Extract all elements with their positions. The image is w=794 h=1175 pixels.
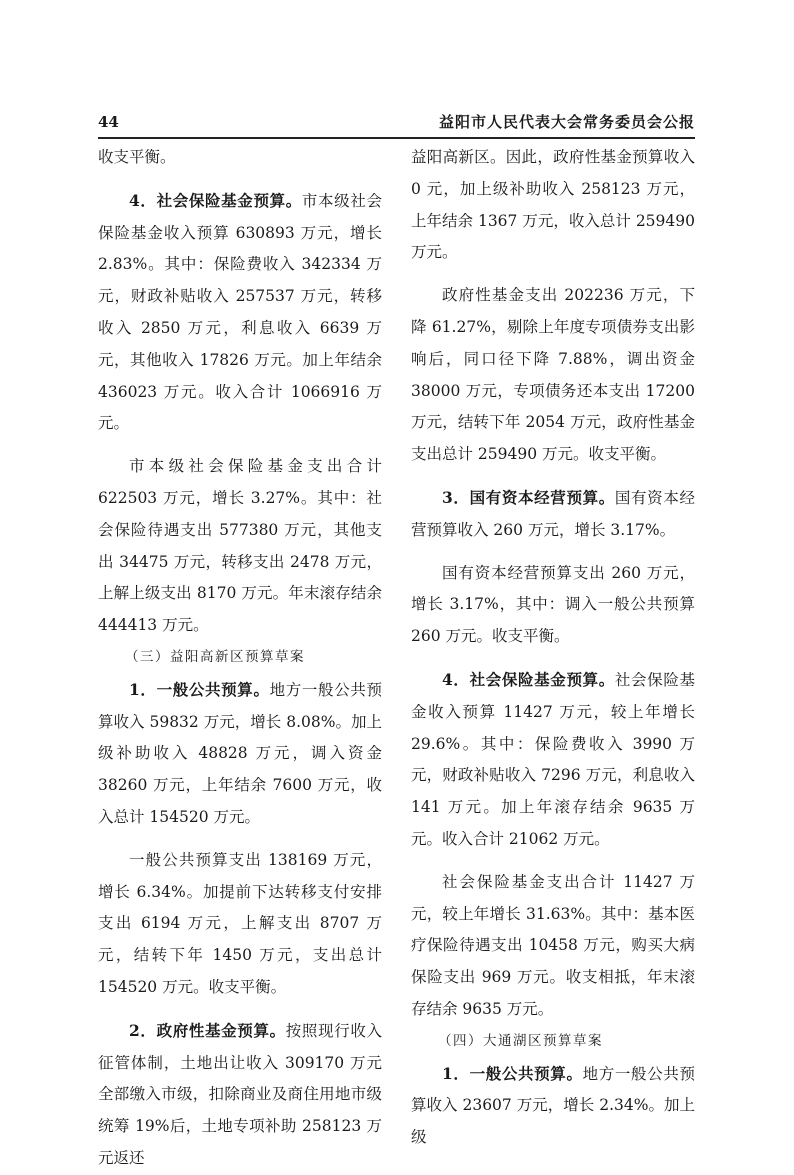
- header-rule: [98, 137, 695, 139]
- section-heading: 2．政府性基金预算。: [129, 1020, 286, 1040]
- paragraph-text: 国有资本经营预算收入 260 万元，增长 3.17%。: [411, 488, 695, 539]
- paragraph-text: 市本级社会保险基金收入预算 630893 万元，增长 2.83%。其中：保险费收入 342334 万元，财政补贴收入 257537 万元，转移收入 2850 万元，利息收入 6639 万元，其他收入 17826 万元。加上年结余 436023 万元。收入合计 1066916 万元。: [98, 191, 382, 433]
- paragraph-state-capital: [411, 482, 695, 547]
- section-heading: 1．一般公共预算。: [442, 1063, 583, 1083]
- paragraph-text: 按照现行收入征管体制，土地出让收入 309170 万元全部缴入市级，扣除商业及商住用地市级统筹 19%后，土地专项补助 258123 万元返还: [98, 1021, 382, 1167]
- paragraph: 国有资本经营预算支出 260 万元，增长 3.17%，其中：调入一般公共预算 260 万元。收支平衡。: [411, 563, 695, 646]
- left-column: [98, 142, 382, 1175]
- section-heading: 3．国有资本经营预算。: [442, 487, 615, 507]
- paragraph-social-insurance: [98, 185, 382, 440]
- paragraph: 市本级社会保险基金支出合计 622503 万元，增长 3.27%。其中：社会保险待遇支出 577380 万元，其他支出 34475 万元，转移支出 2478 万元，上解上级支出 8170 万元。年末滚存结余 444413 万元。: [98, 457, 382, 635]
- paragraph: 收支平衡。: [98, 148, 176, 166]
- subsection-heading: （四）大通湖区预算草案: [438, 1032, 603, 1049]
- paragraph: 一般公共预算支出 138169 万元，增长 6.34%。加提前下达转移支付安排支出 6194 万元，上解支出 8707 万元，结转下年 1450 万元，支出总计 154520 万元。收支平衡。: [98, 850, 382, 996]
- right-column: [411, 142, 695, 1154]
- paragraph-general-budget: [411, 1058, 695, 1154]
- paragraph-government-fund: [98, 1015, 382, 1175]
- page-header: [98, 110, 695, 134]
- paragraph: 益阳高新区。因此，政府性基金预算收入 0 元，加上级补助收入 258123 万元，上年结余 1367 万元，收入总计 259490 万元。: [411, 148, 695, 262]
- paragraph-text: 社会保险基金收入预算 11427 万元，较上年增长 29.6%。其中：保险费收入 3990 万元，财政补贴收入 7296 万元，利息收入 141 万元。加上年滚存结余 9635 万元。收入合计 21062 万元。: [411, 670, 695, 848]
- section-heading: 4．社会保险基金预算。: [442, 669, 615, 689]
- section-heading: 4．社会保险基金预算。: [129, 190, 302, 210]
- paragraph-social-insurance: [411, 664, 695, 856]
- section-heading: 1．一般公共预算。: [129, 679, 270, 699]
- paragraph: 社会保险基金支出合计 11427 万元，较上年增长 31.63%。其中：基本医疗保险待遇支出 10458 万元，购买大病保险支出 969 万元。收支相抵，年末滚存结余 9635 万元。: [411, 872, 695, 1018]
- paragraph-text: 地方一般公共预算收入 23607 万元，增长 2.34%。加上级: [411, 1064, 695, 1147]
- subsection-heading: （三）益阳高新区预算草案: [125, 648, 305, 665]
- page-number: 44: [98, 113, 119, 131]
- paragraph-text: 地方一般公共预算收入 59832 万元，增长 8.08%。加上级补助收入 48828 万元，调入资金 38260 万元，上年结余 7600 万元，收入总计 154520 万元。: [98, 680, 382, 826]
- paragraph: 政府性基金支出 202236 万元，下降 61.27%，剔除上年度专项债券支出影响后，同口径下降 7.88%，调出资金 38000 万元，专项债务还本支出 17200 万元，结转下年 2054 万元，政府性基金支出总计 259490 万元。收支平衡。: [411, 286, 695, 464]
- paragraph-general-budget: [98, 674, 382, 834]
- journal-title: 益阳市人民代表大会常务委员会公报: [438, 113, 695, 131]
